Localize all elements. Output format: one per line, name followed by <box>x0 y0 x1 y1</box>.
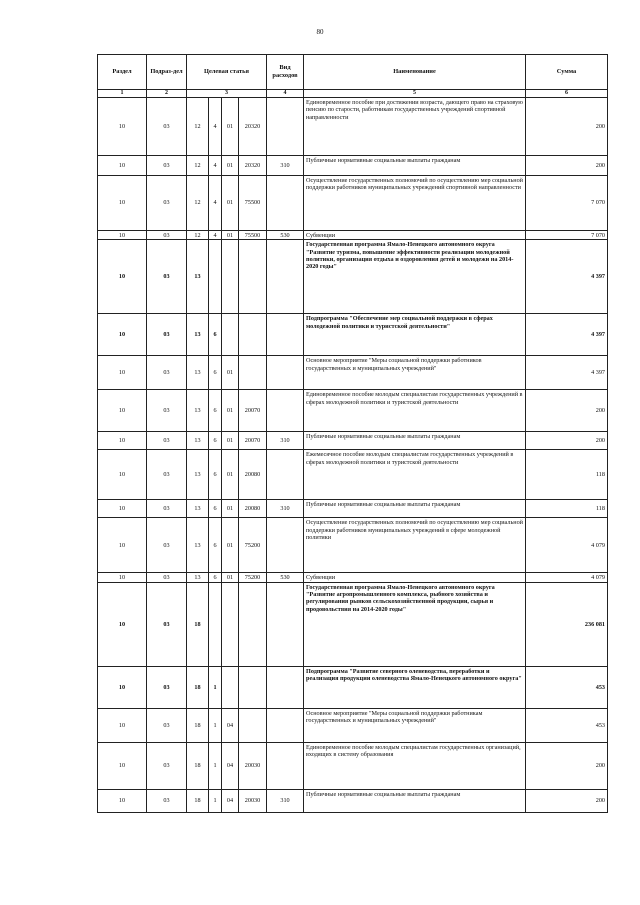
amount-cell: 453 <box>526 708 608 742</box>
column-index: 6 <box>526 90 608 98</box>
direction-cell: 20080 <box>239 500 267 518</box>
name-cell: Публичные нормативные социальные выплаты гражданам <box>304 432 526 450</box>
program-cell: 12 <box>187 176 209 231</box>
name-cell: Основное мероприятие "Меры социальной поддержки работников государственных и муниципальных учреждений" <box>304 356 526 390</box>
direction-cell: 75200 <box>239 573 267 582</box>
subprogram-cell: 1 <box>209 666 222 708</box>
subsection-cell: 03 <box>147 98 187 156</box>
activity-cell <box>222 240 239 314</box>
subsection-cell: 03 <box>147 432 187 450</box>
table-row <box>98 582 608 666</box>
activity-cell: 01 <box>222 176 239 231</box>
subsection-cell: 03 <box>147 176 187 231</box>
table-row <box>98 666 608 708</box>
direction-cell <box>239 240 267 314</box>
program-cell: 18 <box>187 708 209 742</box>
table-row <box>98 789 608 812</box>
subsection-cell: 03 <box>147 708 187 742</box>
subsection-cell: 03 <box>147 582 187 666</box>
activity-cell: 01 <box>222 450 239 500</box>
expense-type-cell <box>267 356 304 390</box>
name-cell: Основное мероприятие "Меры социальной поддержки работникам государственных и муниципальных учреждений" <box>304 708 526 742</box>
header-expense-type: Вид расходов <box>267 55 304 90</box>
direction-cell: 75200 <box>239 518 267 573</box>
expense-type-cell <box>267 742 304 789</box>
amount-cell: 4 397 <box>526 240 608 314</box>
header-amount: Сумма <box>526 55 608 90</box>
expense-type-cell <box>267 708 304 742</box>
activity-cell: 04 <box>222 708 239 742</box>
amount-cell: 4 397 <box>526 356 608 390</box>
direction-cell: 20070 <box>239 390 267 432</box>
section-cell: 10 <box>98 500 147 518</box>
subsection-cell: 03 <box>147 518 187 573</box>
subprogram-cell: 1 <box>209 708 222 742</box>
page-number: 80 <box>316 28 324 36</box>
section-cell: 10 <box>98 98 147 156</box>
name-cell: Публичные нормативные социальные выплаты гражданам <box>304 789 526 812</box>
name-cell: Государственная программа Ямало-Ненецкого автономного округа "Развитие туризма, повышение эффективности реализации молодежной политики, организация отдыха и оздоровления детей и молодежи на 2014-2020 годы" <box>304 240 526 314</box>
section-cell: 10 <box>98 573 147 582</box>
activity-cell <box>222 314 239 356</box>
amount-cell: 7 070 <box>526 176 608 231</box>
section-cell: 10 <box>98 356 147 390</box>
amount-cell: 453 <box>526 666 608 708</box>
subsection-cell: 03 <box>147 666 187 708</box>
name-cell: Подпрограмма "Развитие северного оленеводства, переработки и реализация продукции оленеводства Ямало-Ненецкого автономного округа" <box>304 666 526 708</box>
column-index-row <box>98 90 608 98</box>
section-cell: 10 <box>98 240 147 314</box>
activity-cell: 04 <box>222 742 239 789</box>
program-cell: 18 <box>187 789 209 812</box>
table-row <box>98 356 608 390</box>
activity-cell <box>222 582 239 666</box>
activity-cell: 01 <box>222 98 239 156</box>
table-row <box>98 98 608 156</box>
activity-cell: 01 <box>222 156 239 176</box>
subprogram-cell: 6 <box>209 314 222 356</box>
program-cell: 12 <box>187 156 209 176</box>
direction-cell <box>239 666 267 708</box>
program-cell: 13 <box>187 432 209 450</box>
section-cell: 10 <box>98 156 147 176</box>
section-cell: 10 <box>98 231 147 240</box>
column-index: 1 <box>98 90 147 98</box>
table-row <box>98 156 608 176</box>
subprogram-cell: 4 <box>209 176 222 231</box>
amount-cell: 4 079 <box>526 573 608 582</box>
subprogram-cell: 4 <box>209 98 222 156</box>
name-cell: Государственная программа Ямало-Ненецкого автономного округа "Развитие агропромышленного комплекса, рыбного хозяйства и регулирования рынков сельскохозяйственной продукции, сырья и продовольствия на 2014-2020 годы" <box>304 582 526 666</box>
amount-cell: 118 <box>526 500 608 518</box>
activity-cell: 01 <box>222 500 239 518</box>
amount-cell: 200 <box>526 742 608 789</box>
subprogram-cell: 4 <box>209 231 222 240</box>
subprogram-cell: 6 <box>209 390 222 432</box>
section-cell: 10 <box>98 450 147 500</box>
amount-cell: 200 <box>526 156 608 176</box>
subsection-cell: 03 <box>147 356 187 390</box>
section-cell: 10 <box>98 518 147 573</box>
name-cell: Субвенции <box>304 231 526 240</box>
program-cell: 12 <box>187 98 209 156</box>
amount-cell: 4 397 <box>526 314 608 356</box>
program-cell: 18 <box>187 582 209 666</box>
subsection-cell: 03 <box>147 742 187 789</box>
table-row <box>98 573 608 582</box>
table-row <box>98 708 608 742</box>
subprogram-cell: 6 <box>209 450 222 500</box>
activity-cell: 01 <box>222 432 239 450</box>
program-cell: 18 <box>187 742 209 789</box>
subprogram-cell <box>209 240 222 314</box>
section-cell: 10 <box>98 390 147 432</box>
amount-cell: 236 081 <box>526 582 608 666</box>
section-cell: 10 <box>98 176 147 231</box>
subsection-cell: 03 <box>147 789 187 812</box>
name-cell: Публичные нормативные социальные выплаты гражданам <box>304 500 526 518</box>
program-cell: 13 <box>187 390 209 432</box>
subsection-cell: 03 <box>147 231 187 240</box>
header-subsection: Подраз-дел <box>147 55 187 90</box>
subsection-cell: 03 <box>147 156 187 176</box>
activity-cell: 01 <box>222 518 239 573</box>
table-row <box>98 432 608 450</box>
amount-cell: 200 <box>526 390 608 432</box>
table-body <box>98 98 608 813</box>
subprogram-cell: 6 <box>209 500 222 518</box>
program-cell: 13 <box>187 356 209 390</box>
direction-cell <box>239 314 267 356</box>
amount-cell: 200 <box>526 98 608 156</box>
direction-cell: 20070 <box>239 432 267 450</box>
expense-type-cell <box>267 314 304 356</box>
subprogram-cell: 1 <box>209 789 222 812</box>
name-cell: Единовременное пособие при достижении возраста, дающего право на страховую пенсию по старости, работникам государственных учреждений спортивной направленности <box>304 98 526 156</box>
column-index: 3 <box>187 90 267 98</box>
table-row <box>98 742 608 789</box>
table-row <box>98 450 608 500</box>
column-index: 4 <box>267 90 304 98</box>
amount-cell: 200 <box>526 432 608 450</box>
subsection-cell: 03 <box>147 390 187 432</box>
direction-cell <box>239 582 267 666</box>
program-cell: 13 <box>187 314 209 356</box>
name-cell: Единовременное пособие молодым специалистам государственных организаций, входящих в систему образования <box>304 742 526 789</box>
expense-type-cell <box>267 176 304 231</box>
column-index: 5 <box>304 90 526 98</box>
table-row <box>98 176 608 231</box>
activity-cell: 01 <box>222 356 239 390</box>
name-cell: Единовременное пособие молодым специалистам государственных учреждений в сферах молодежной политики и туристской деятельности <box>304 390 526 432</box>
table-row <box>98 240 608 314</box>
section-cell: 10 <box>98 314 147 356</box>
direction-cell <box>239 708 267 742</box>
expense-type-cell <box>267 98 304 156</box>
name-cell: Публичные нормативные социальные выплаты гражданам <box>304 156 526 176</box>
activity-cell: 04 <box>222 789 239 812</box>
header-name: Наименование <box>304 55 526 90</box>
expense-type-cell: 310 <box>267 789 304 812</box>
direction-cell: 20030 <box>239 789 267 812</box>
section-cell: 10 <box>98 582 147 666</box>
header-row <box>98 55 608 90</box>
table-row <box>98 518 608 573</box>
table-row <box>98 231 608 240</box>
amount-cell: 118 <box>526 450 608 500</box>
budget-table <box>97 54 608 813</box>
amount-cell: 4 079 <box>526 518 608 573</box>
expense-type-cell <box>267 518 304 573</box>
subprogram-cell: 4 <box>209 156 222 176</box>
table-row <box>98 390 608 432</box>
activity-cell: 01 <box>222 573 239 582</box>
expense-type-cell <box>267 450 304 500</box>
program-cell: 13 <box>187 573 209 582</box>
name-cell: Ежемесячное пособие молодым специалистам государственных учреждений в сферах молодежной политики и туристской деятельности <box>304 450 526 500</box>
program-cell: 13 <box>187 450 209 500</box>
header-target: Целевая статья <box>187 55 267 90</box>
amount-cell: 7 070 <box>526 231 608 240</box>
expense-type-cell: 530 <box>267 573 304 582</box>
program-cell: 13 <box>187 500 209 518</box>
subprogram-cell: 6 <box>209 356 222 390</box>
column-index: 2 <box>147 90 187 98</box>
expense-type-cell <box>267 390 304 432</box>
name-cell: Субвенции <box>304 573 526 582</box>
program-cell: 18 <box>187 666 209 708</box>
subsection-cell: 03 <box>147 240 187 314</box>
section-cell: 10 <box>98 742 147 789</box>
subprogram-cell: 6 <box>209 432 222 450</box>
direction-cell: 20320 <box>239 156 267 176</box>
table-row <box>98 500 608 518</box>
direction-cell: 20030 <box>239 742 267 789</box>
subsection-cell: 03 <box>147 450 187 500</box>
subprogram-cell: 1 <box>209 742 222 789</box>
section-cell: 10 <box>98 708 147 742</box>
subprogram-cell <box>209 582 222 666</box>
subprogram-cell: 6 <box>209 518 222 573</box>
expense-type-cell <box>267 582 304 666</box>
subprogram-cell: 6 <box>209 573 222 582</box>
direction-cell: 75500 <box>239 176 267 231</box>
expense-type-cell: 530 <box>267 231 304 240</box>
name-cell: Осуществление государственных полномочий по осуществлению мер социальной поддержки работников муниципальных учреждений в сфере молодежной политики <box>304 518 526 573</box>
program-cell: 13 <box>187 518 209 573</box>
direction-cell: 20080 <box>239 450 267 500</box>
expense-type-cell: 310 <box>267 500 304 518</box>
activity-cell <box>222 666 239 708</box>
name-cell: Осуществление государственных полномочий по осуществлению мер социальной поддержки работников муниципальных учреждений спортивной направленности <box>304 176 526 231</box>
subsection-cell: 03 <box>147 314 187 356</box>
header-section: Раздел <box>98 55 147 90</box>
expense-type-cell: 310 <box>267 432 304 450</box>
direction-cell <box>239 356 267 390</box>
table-row <box>98 314 608 356</box>
direction-cell: 75500 <box>239 231 267 240</box>
program-cell: 12 <box>187 231 209 240</box>
section-cell: 10 <box>98 666 147 708</box>
expense-type-cell: 310 <box>267 156 304 176</box>
expense-type-cell <box>267 666 304 708</box>
expense-type-cell <box>267 240 304 314</box>
amount-cell: 200 <box>526 789 608 812</box>
direction-cell: 20320 <box>239 98 267 156</box>
name-cell: Подпрограмма "Обеспечение мер социальной поддержки в сферах молодежной политики и туристской деятельности" <box>304 314 526 356</box>
section-cell: 10 <box>98 789 147 812</box>
activity-cell: 01 <box>222 390 239 432</box>
section-cell: 10 <box>98 432 147 450</box>
subsection-cell: 03 <box>147 573 187 582</box>
activity-cell: 01 <box>222 231 239 240</box>
program-cell: 13 <box>187 240 209 314</box>
subsection-cell: 03 <box>147 500 187 518</box>
